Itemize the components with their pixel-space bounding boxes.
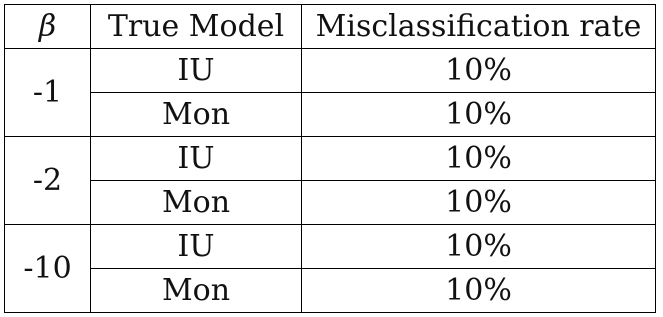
true-model-cell: IU	[91, 225, 302, 269]
header-misclassification-rate: Misclassification rate	[302, 5, 656, 49]
rate-cell: 10%	[302, 49, 656, 93]
table-row	[5, 137, 656, 181]
rate-cell: 10%	[302, 269, 656, 313]
beta-value-cell: -10	[5, 225, 91, 313]
table-row	[5, 225, 656, 269]
rate-cell: 10%	[302, 93, 656, 137]
beta-value-cell: -2	[5, 137, 91, 225]
table-row	[5, 93, 656, 137]
table-container	[4, 4, 656, 313]
table-row	[5, 269, 656, 313]
table-row	[5, 181, 656, 225]
true-model-cell: Mon	[91, 269, 302, 313]
header-row	[5, 5, 656, 49]
true-model-cell: Mon	[91, 93, 302, 137]
rate-cell: 10%	[302, 181, 656, 225]
misclassification-table	[4, 4, 656, 313]
header-beta: β	[5, 5, 91, 49]
rate-cell: 10%	[302, 225, 656, 269]
rate-cell: 10%	[302, 137, 656, 181]
true-model-cell: Mon	[91, 181, 302, 225]
true-model-cell: IU	[91, 137, 302, 181]
beta-value-cell: -1	[5, 49, 91, 137]
table-row	[5, 49, 656, 93]
header-true-model: True Model	[91, 5, 302, 49]
true-model-cell: IU	[91, 49, 302, 93]
